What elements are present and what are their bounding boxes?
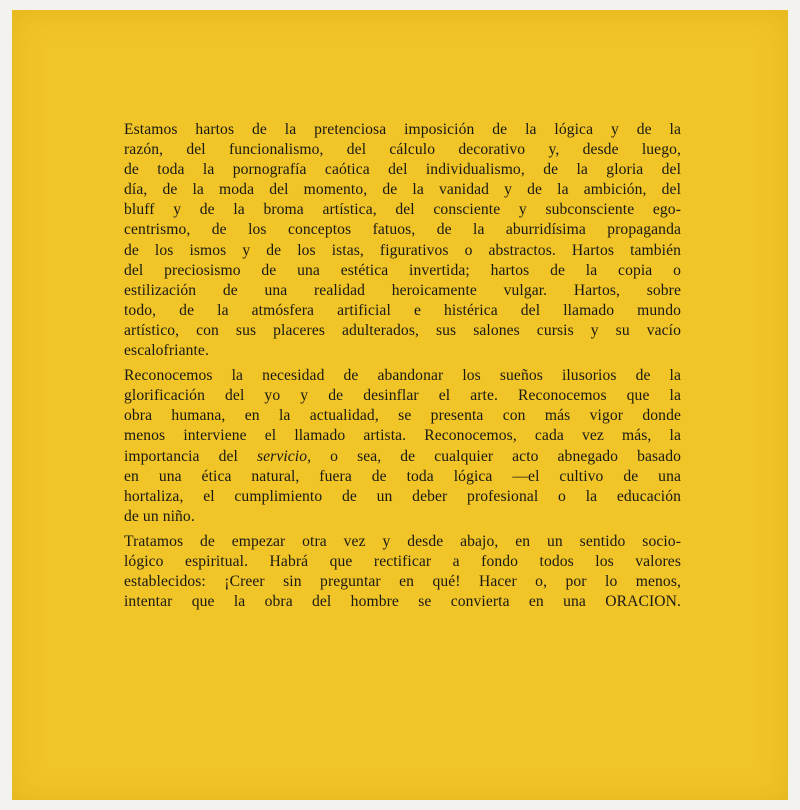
text-line: lógico espiritual. Habrá que rectificar a fondo todos los valores	[124, 552, 681, 570]
text-line: escalofriante.	[124, 342, 209, 360]
text-segment: o sea, de cualquier acto abnegado basado	[330, 447, 681, 465]
paragraph-3	[124, 532, 681, 612]
text-line: día, de la moda del momento, de la vanidad y de la ambición, del	[124, 181, 681, 199]
text-line: establecidos: ¡Creer sin preguntar en qué! Hacer o, por lo menos,	[124, 573, 681, 591]
italic-word-servicio: servicio,	[256, 447, 312, 465]
text-segment: importancia del	[124, 447, 238, 465]
text-line: de los ismos y de los istas, figurativos o abstractos. Hartos también	[124, 241, 681, 259]
text-line-with-italic	[124, 447, 681, 467]
paragraph-2	[124, 366, 681, 527]
text-line: centrismo, de los conceptos fatuos, de la aburridísima propaganda	[124, 221, 681, 239]
text-line: bluff y de la broma artística, del consciente y subconsciente ego-	[124, 201, 681, 219]
yellow-paper-sheet	[12, 10, 788, 800]
text-line: menos interviene el llamado artista. Reconocemos, cada vez más, la	[124, 427, 681, 445]
paragraph-1	[124, 120, 681, 361]
text-line: artístico, con sus placeres adulterados, sus salones cursis y su vacío	[124, 321, 681, 339]
text-line: de toda la pornografía caótica del individualismo, de la gloria del	[124, 161, 681, 179]
text-line: del preciosismo de una estética invertida; hartos de la copia o	[124, 261, 681, 279]
text-line: Reconocemos la necesidad de abandonar los sueños ilusorios de la	[124, 367, 681, 385]
text-line: estilización de una realidad heroicamente vulgar. Hartos, sobre	[124, 281, 681, 299]
text-line: intentar que la obra del hombre se convierta en una ORACION.	[124, 593, 681, 611]
text-line: Tratamos de empezar otra vez y desde abajo, en un sentido socio-	[124, 532, 681, 550]
manifesto-text	[124, 120, 681, 617]
text-line: todo, de la atmósfera artificial e histérica del llamado mundo	[124, 301, 681, 319]
text-line: hortaliza, el cumplimiento de un deber profesional o la educación	[124, 487, 681, 505]
text-line: razón, del funcionalismo, del cálculo decorativo y, desde luego,	[124, 141, 681, 159]
text-line: glorificación del yo y de desinflar el arte. Reconocemos que la	[124, 387, 681, 405]
text-line: obra humana, en la actualidad, se presenta con más vigor donde	[124, 407, 681, 425]
text-line: en una ética natural, fuera de toda lógica —el cultivo de una	[124, 467, 681, 485]
text-line: de un niño.	[124, 507, 195, 525]
text-line: Estamos hartos de la pretenciosa imposición de la lógica y de la	[124, 121, 681, 138]
